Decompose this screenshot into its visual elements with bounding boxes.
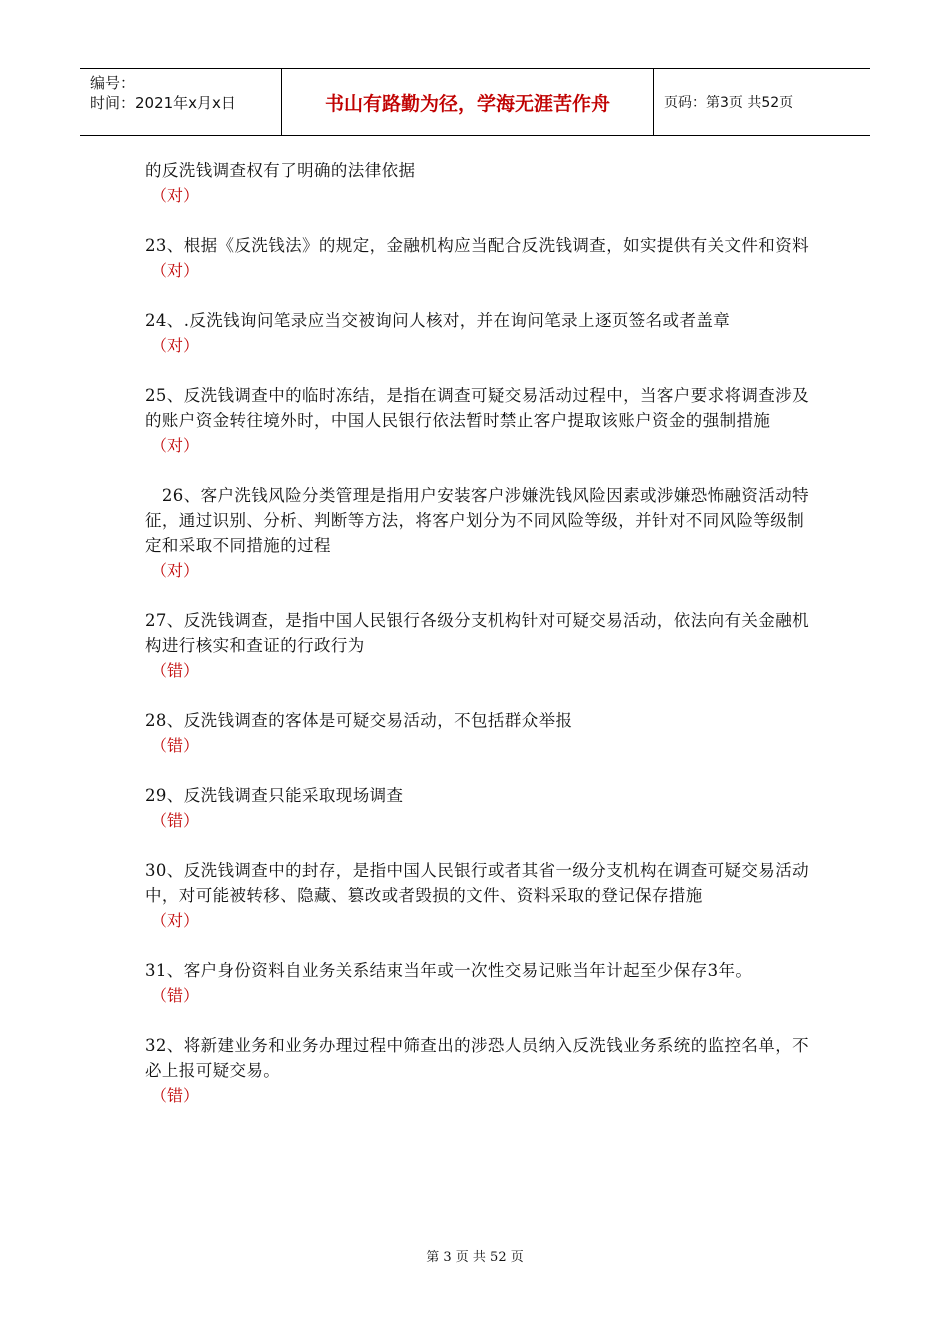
question-text: 28、反洗钱调查的客体是可疑交易活动，不包括群众举报 [145, 711, 573, 730]
question-item [145, 783, 810, 833]
question-item [145, 158, 810, 208]
question-answer: （错） [151, 811, 200, 830]
question-item [145, 858, 810, 933]
question-answer: （错） [151, 661, 200, 680]
question-answer: （对） [151, 911, 200, 930]
page-header [80, 68, 870, 136]
question-answer: （对） [151, 186, 200, 205]
question-list [145, 158, 810, 1133]
question-item [145, 308, 810, 358]
header-motto: 书山有路勤为径，学海无涯苦作舟 [282, 69, 654, 135]
question-text: 24、.反洗钱询问笔录应当交被询问人核对，并在询问笔录上逐页签名或者盖章 [145, 311, 731, 330]
question-item [145, 483, 810, 583]
question-item [145, 608, 810, 683]
question-text: 27、反洗钱调查，是指中国人民银行各级分支机构针对可疑交易活动，依法向有关金融机构进行核实和查证的行政行为 [145, 611, 809, 655]
question-item [145, 383, 810, 458]
header-meta [80, 69, 282, 135]
question-answer: （对） [151, 261, 200, 280]
question-item [145, 1033, 810, 1108]
question-answer: （错） [151, 1086, 200, 1105]
question-answer: （对） [151, 436, 200, 455]
question-text: 26、客户洗钱风险分类管理是指用户安装客户涉嫌洗钱风险因素或涉嫌恐怖融资活动特征，通过识别、分析、判断等方法，将客户划分为不同风险等级，并针对不同风险等级制定和采取不同措施的过程 [145, 486, 809, 555]
page-footer: 第 3 页 共 52 页 [426, 1250, 524, 1265]
question-item [145, 233, 810, 283]
question-item [145, 958, 810, 1008]
question-text: 32、将新建业务和业务办理过程中筛查出的涉恐人员纳入反洗钱业务系统的监控名单，不必上报可疑交易。 [145, 1036, 809, 1080]
number-label: 编号： [90, 74, 136, 92]
question-text: 25、反洗钱调查中的临时冻结，是指在调查可疑交易活动过程中，当客户要求将调查涉及的账户资金转往境外时，中国人民银行依法暂时禁止客户提取该账户资金的强制措施 [145, 386, 809, 430]
question-answer: （错） [151, 736, 200, 755]
question-answer: （对） [151, 561, 200, 580]
question-item [145, 708, 810, 758]
question-answer: （对） [151, 336, 200, 355]
question-text: 的反洗钱调查权有了明确的法律依据 [145, 161, 416, 180]
question-text: 29、反洗钱调查只能采取现场调查 [145, 786, 404, 805]
time-label: 时间：2021年x月x日 [90, 94, 236, 112]
question-answer: （错） [151, 986, 200, 1005]
question-text: 31、客户身份资料自业务关系结束当年或一次性交易记账当年计起至少保存3年。 [145, 961, 753, 980]
question-text: 30、反洗钱调查中的封存，是指中国人民银行或者其省一级分支机构在调查可疑交易活动中，对可能被转移、隐藏、篡改或者毁损的文件、资料采取的登记保存措施 [145, 861, 809, 905]
header-page-info: 页码：第3页 共52页 [664, 95, 794, 111]
question-text: 23、根据《反洗钱法》的规定，金融机构应当配合反洗钱调查，如实提供有关文件和资料 [145, 236, 809, 255]
